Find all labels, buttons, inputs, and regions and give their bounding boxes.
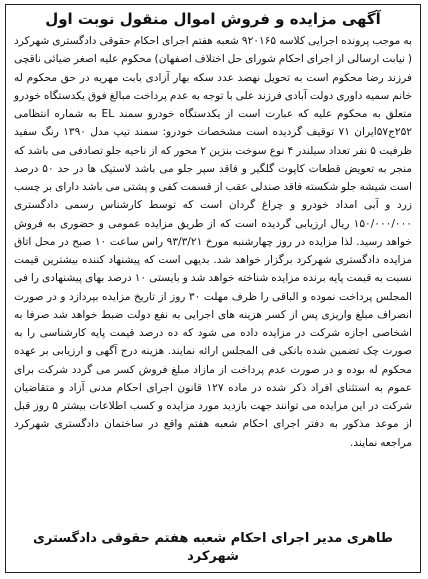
notice-signature: طاهری مدیر اجرای احکام شعبه هفتم حقوقی دادگستری شهرکرد: [32, 531, 394, 564]
notice-body: به موجب پرونده اجرایی کلاسه ۹۲۰۱۶۵ شعبه هفتم اجرای احکام حقوقی دادگستری شهرکرد ( نیابت ارسالی از اجرای احکام شورای حل اختلاف اصفهان) محکوم علیه اصغر ضیائی ناقچی فرزند رضا محکوم است به تحویل نهصد عدد سکه بهار آزادی بابت مهریه در حق محکوم له خانم سمیه داوری دولت آبادی فرزند علی با توجه به عدم پرداخت مبالغ فوق یکدستگاه خودرو متعلق به محکوم علیه که عبارت است از یکدستگاه خودرو سمند EL به شماره انتظامی ۲۵۲ج۵۷ایران ۷۱ توقیف گردیده است مشخصات خودرو: سمند تیپ مدل ۱۳۹۰ رنگ سفید ظرفیت ۵ نفر تعداد سیلندر ۴ نوع سوخت بنزین ۲ محور که از ناحیه جلو تصادفی می باشد که منجر به تعویض قطعات کاپوت گلگیر و فاقد سپر جلو می باشد لاستیک ها در حد ۵۰ درصد است شیشه جلو شکسته فاقد صندلی عقب از قسمت کفی و پشتی می باشد دارای بر چسب زرد و آبی امداد خودرو و چراغ گردان است که توسط کارشناس رسمی دادگستری ۱۵۰/۰۰۰/۰۰۰ ریال ارزیابی گردیده است که از طریق مزایده عمومی و حضوری به فروش خواهد رسید. لذا مزایده در روز چهارشنبه مورخ ۹۳/۳/۲۱ راس ساعت ۱۰ صبح در محل اتاق مزایده دادگستری شهرکرد برگزار خواهد شد. بدیهی است که پیشنهاد کننده بیشترین قیمت نسبت به قیمت پایه برنده مزایده شناخته خواهد شد و بایستی ۱۰ درصد بهای پیشنهادی را فی المجلس پرداخت نموده و الباقی را ظرف مهلت ۳۰ روز از تاریخ مزایده بپردازد و در صورت انصراف مبلغ واریزی پس از کسر هزینه های اجرایی به نفع دولت ضبط خواهد شد صرفا به اشخاصی اجازه شرکت در مزایده داده می شود که ده درصد قیمت پایه کارشناسی را به صورت چک تضمین شده بانکی فی المجلس ارائه نمایند. هزینه درج آگهی و ارزیابی بر عهده محکوم له بوده و در صورت عدم پرداخت از مازاد مبلغ فروش کسر می گردد شرکت برای عموم به استثنای افراد ذکر شده در ماده ۱۲۷ قانون اجرای احکام مدنی آزاد و متقاضیان شرکت در این مزایده می توانند جهت بازدید مورد مزایده و کسب اطلاعات بیشتر ۵ روز قبل از موعد مذکور به دفتر اجرای احکام شعبه هفتم واقع در ساختمان دادگستری شهرکرد مراجعه نمایند.: [14, 35, 413, 449]
notice-title: آگهی مزایده و فروش اموال منقول نوبت اول: [45, 10, 381, 28]
auction-notice: [5, 4, 421, 573]
